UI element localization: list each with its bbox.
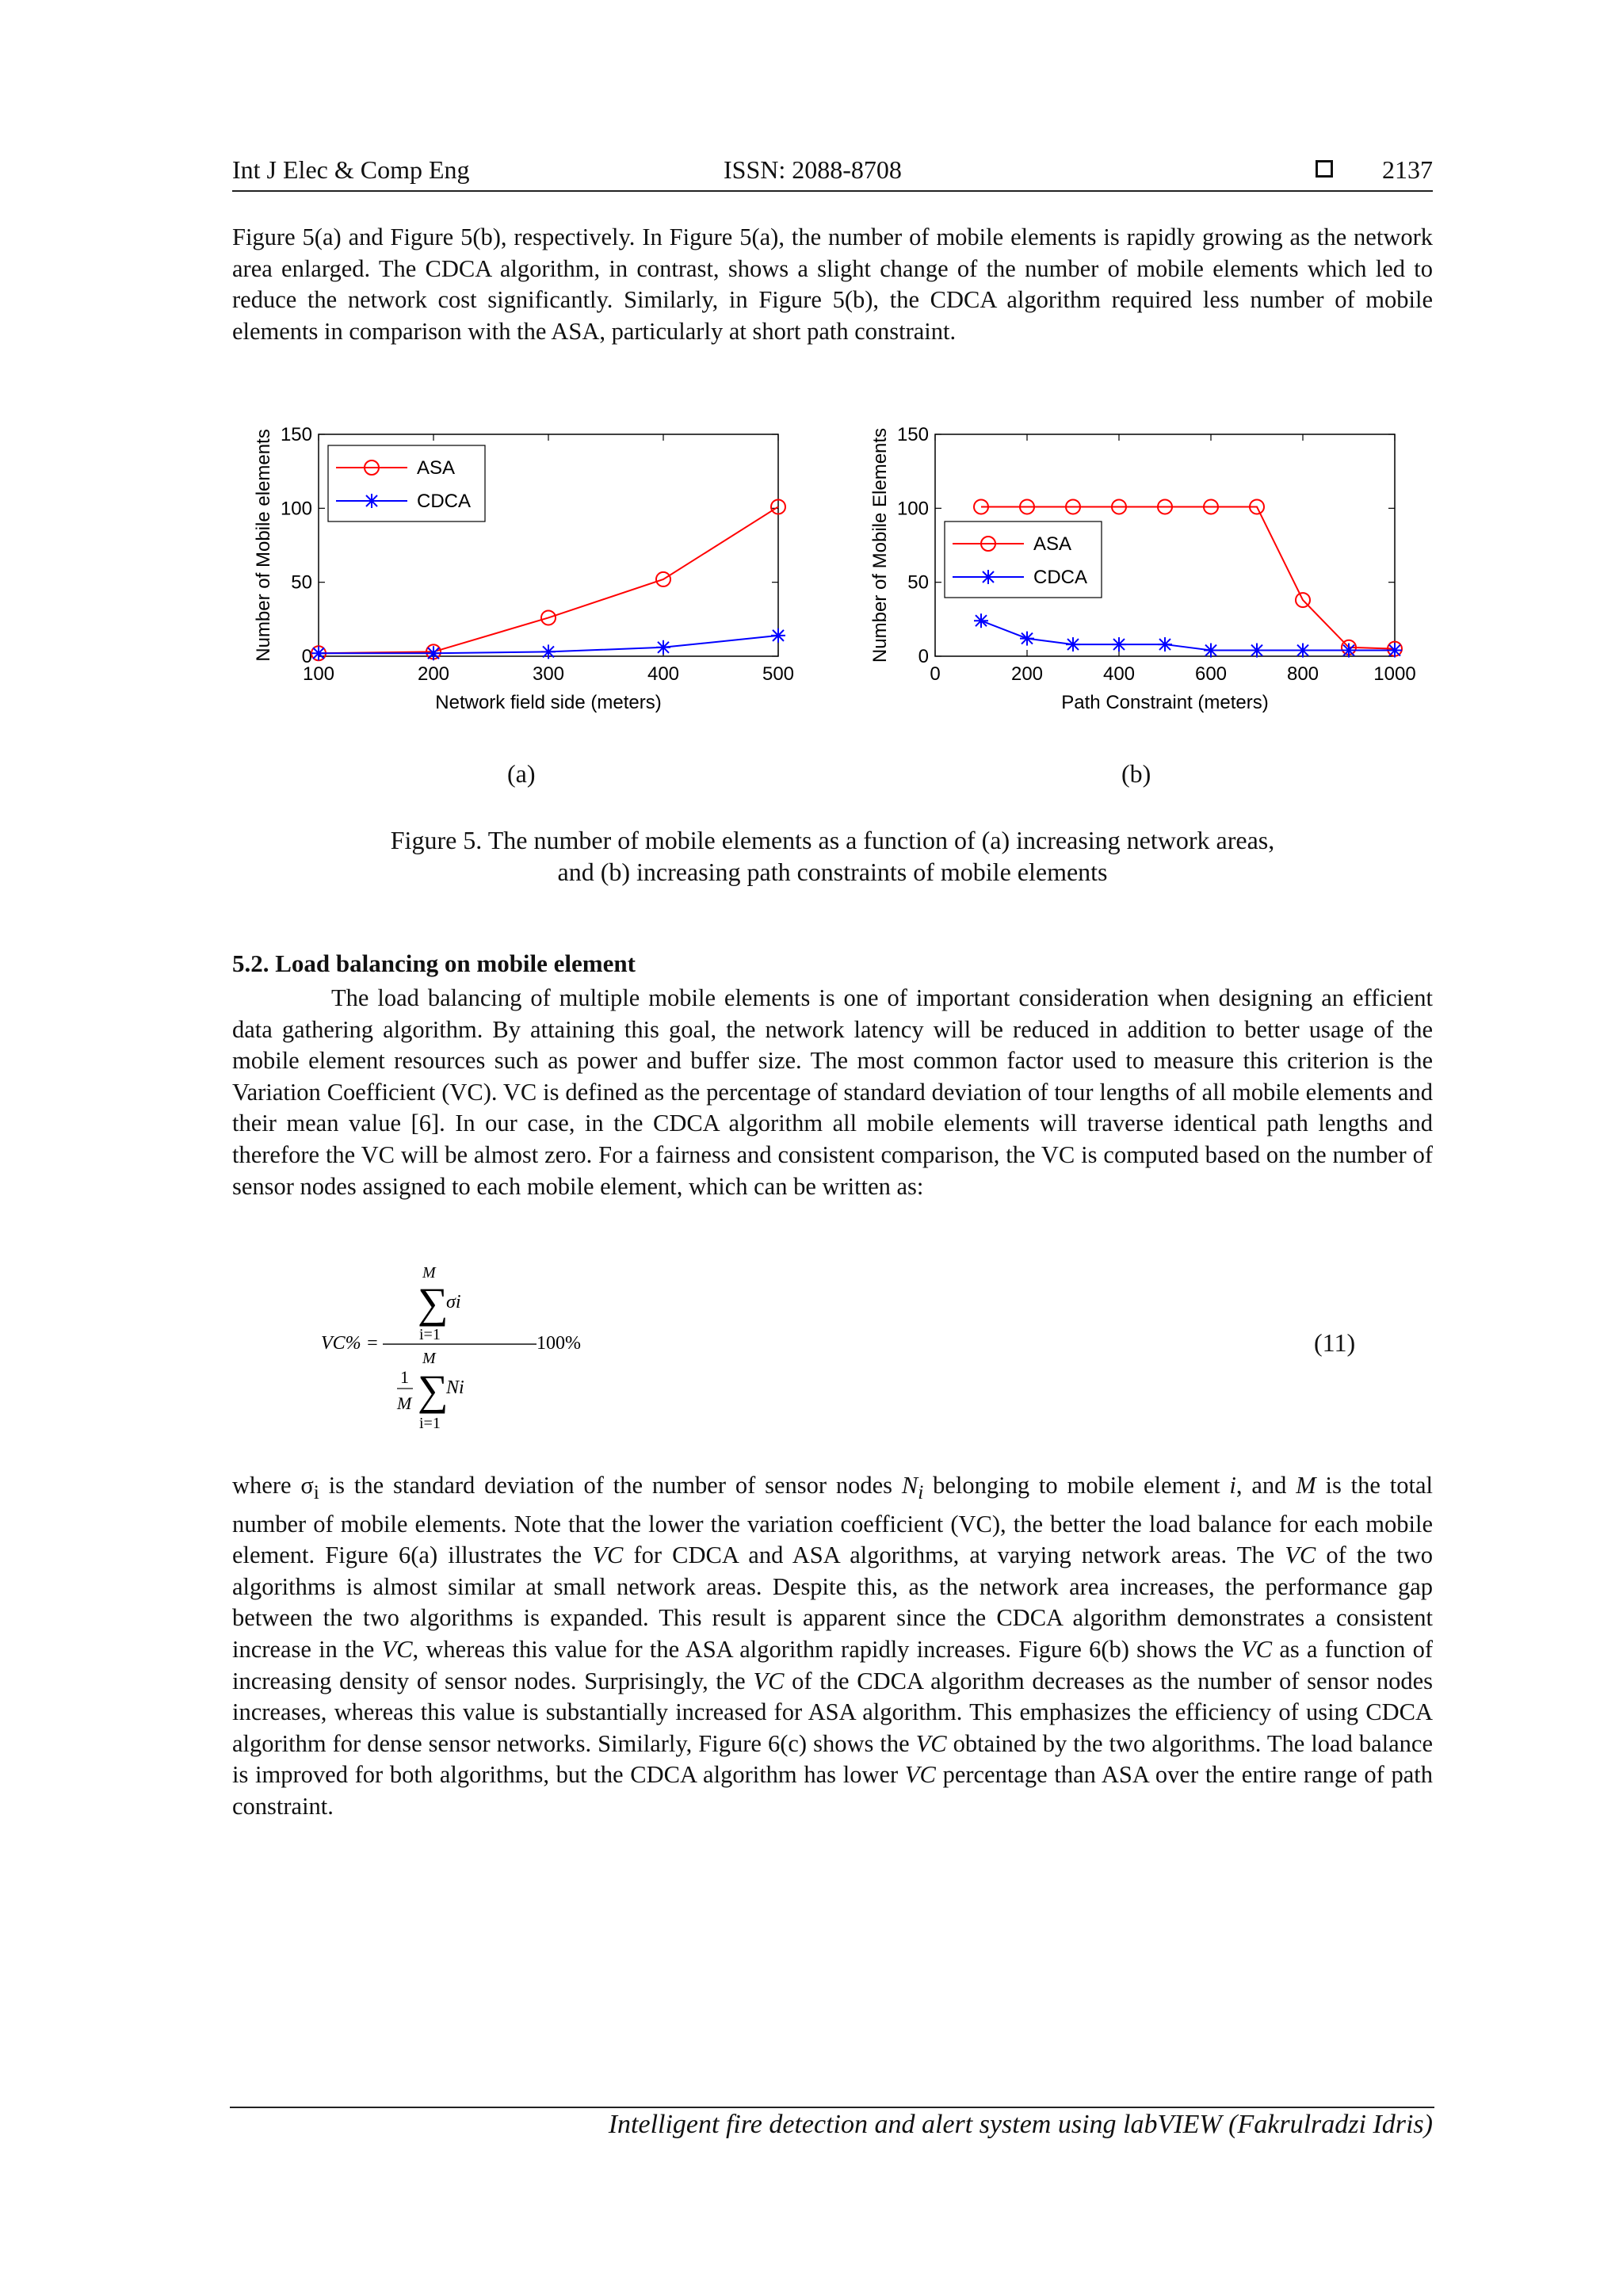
x-tick-label: 0 <box>930 663 941 685</box>
x-tick-label: 100 <box>302 663 335 685</box>
y-tick-label: 150 <box>280 424 312 445</box>
equation-11 <box>321 1260 638 1442</box>
chart-b-svg <box>864 412 1434 729</box>
subfigure-label-a: (a) <box>507 759 536 788</box>
figure-5a-chart <box>247 412 818 729</box>
y-axis-label: Number of Mobile Elements <box>869 427 891 663</box>
caption-line-1: Figure 5. The number of mobile elements as a function of (a) increasing network areas, <box>390 826 1275 854</box>
y-tick-label: 0 <box>301 646 312 667</box>
data-point-cdca <box>771 628 785 643</box>
math-var: M <box>1296 1472 1316 1499</box>
caption-line-2: and (b) increasing path constraints of mobile elements <box>557 858 1108 886</box>
data-point-cdca <box>426 646 441 660</box>
text-run: is the standard deviation of the number of sensor nodes <box>319 1472 902 1499</box>
x-axis-label: Network field side (meters) <box>435 692 662 713</box>
math-var: VC <box>592 1541 624 1569</box>
data-point-cdca <box>311 646 326 660</box>
x-tick-label: 600 <box>1194 663 1228 685</box>
text-run: obtained by the two algorithms. The load balance is improved for both algorithms, but the CDCA algorithm has lower <box>232 1729 1433 1789</box>
y-tick-label: 50 <box>291 571 312 594</box>
data-point-cdca <box>1112 637 1126 651</box>
legend-label-cdca: CDCA <box>1033 567 1088 588</box>
data-point-cdca <box>541 644 556 659</box>
data-point-cdca <box>1250 644 1264 658</box>
text-run: of the CDCA algorithm decreases as the number of sensor nodes increases, whereas this value is substantially increased for ASA algorithm. This emphasizes the efficiency of using CDCA algorithm for dense sensor networks. Similarly, Figure 6(c) shows the <box>232 1667 1433 1757</box>
text-run: belonging to mobile element <box>923 1472 1230 1499</box>
x-tick-label: 400 <box>1102 663 1136 685</box>
data-point-cdca <box>1204 644 1218 658</box>
x-axis-label: Path Constraint (meters) <box>1061 692 1269 713</box>
x-tick-label: 400 <box>647 663 680 685</box>
math-var: VC <box>381 1636 413 1664</box>
y-tick-label: 150 <box>896 424 929 445</box>
y-tick-label: 100 <box>280 498 312 520</box>
y-tick-label: 50 <box>907 571 929 594</box>
math-var: N <box>901 1472 918 1499</box>
intro-paragraph: Figure 5(a) and Figure 5(b), respectively. In Figure 5(a), the number of mobile elements is rapidly growing as the network area enlarged. The CDCA algorithm, in contrast, shows a slight change of the number of mobile elements which led to reduce the network cost significantly. Similarly, in Figure 5(b), the CDCA algorithm required less number of mobile elements in comparison with the ASA, particularly at short path constraint. <box>232 223 1433 345</box>
text-run: , and <box>1235 1472 1296 1499</box>
y-axis-label: Number of Mobile elements <box>253 429 274 662</box>
y-tick-label: 0 <box>918 646 929 667</box>
legend-marker-cdca <box>365 494 379 508</box>
x-tick-label: 200 <box>1010 663 1044 685</box>
y-tick-label: 100 <box>896 498 929 520</box>
footer-divider <box>230 2107 1434 2108</box>
figure-5b-chart <box>864 412 1434 729</box>
chart-a-svg <box>247 412 818 729</box>
legend-marker-cdca <box>981 570 995 584</box>
text-run: where σ <box>232 1472 314 1499</box>
x-tick-label: 500 <box>762 663 795 685</box>
text-run: for CDCA and ASA algorithms, at varying network areas. The <box>623 1541 1285 1569</box>
eq-den-sigma: ∑ <box>418 1366 449 1414</box>
data-point-cdca <box>1066 637 1080 651</box>
legend-label-cdca: CDCA <box>417 491 472 512</box>
math-var: i <box>1229 1472 1236 1499</box>
page-header <box>232 155 1433 187</box>
x-tick-label: 1000 <box>1373 663 1416 685</box>
equation-number: (11) <box>1314 1328 1356 1357</box>
equation-svg <box>321 1260 638 1442</box>
text-run: of the two algorithms is almost similar at small network areas. Despite this, as the network area increases, the performance gap between the two algorithms is expanded. This result is apparent since the CDCA algorithm demonstrates a consistent increase in the <box>232 1541 1433 1664</box>
data-point-cdca <box>1296 644 1310 658</box>
header-divider <box>232 190 1433 192</box>
journal-name: Int J Elec & Comp Eng <box>232 155 470 184</box>
eq-lhs: VC% = <box>321 1333 379 1354</box>
eq-num-sum-bottom: i=1 <box>419 1326 441 1343</box>
section-title: 5.2. Load balancing on mobile element <box>232 949 636 977</box>
eq-num-sigma: ∑ <box>418 1279 449 1327</box>
data-point-cdca <box>974 613 988 628</box>
eq-den-frac-num: 1 <box>400 1367 409 1387</box>
text-run: , whereas this value for the ASA algorithm rapidly increases. Figure 6(b) shows the <box>412 1636 1242 1664</box>
data-point-cdca <box>1388 644 1402 658</box>
legend-label-asa: ASA <box>1033 533 1072 555</box>
section-paragraph: The load balancing of multiple mobile elements is one of important consideration when designing an efficient data gathering algorithm. By attaining this goal, the network latency will be reduced in addition to better usage of the mobile element resources such as power and buffer size. The most common factor used to measure this criterion is the Variation Coefficient (VC). VC is defined as the percentage of standard deviation of tour lengths of all mobile elements and their mean value [6]. In our case, in the CDCA algorithm all mobile elements will traverse identical path lengths and therefore the VC will be almost zero. For a fairness and consistent comparison, the VC is computed based on the number of sensor nodes assigned to each mobile element, which can be written as: <box>232 984 1433 1200</box>
math-var: VC <box>1285 1541 1316 1569</box>
x-tick-label: 300 <box>532 663 565 685</box>
math-var: VC <box>904 1761 936 1789</box>
data-point-cdca <box>656 640 670 655</box>
text-run: as a function of increasing density of sensor nodes. Surprisingly, the <box>232 1636 1434 1694</box>
data-point-cdca <box>1020 632 1034 646</box>
page-number: 2137 <box>1382 155 1433 184</box>
eq-den-sum-top: M <box>422 1350 436 1367</box>
x-tick-label: 800 <box>1286 663 1319 685</box>
subscript: i <box>313 1481 319 1504</box>
data-point-cdca <box>1342 644 1356 658</box>
square-icon <box>1316 160 1333 178</box>
subscript: i <box>918 1481 924 1504</box>
eq-multiplier: 100% <box>537 1333 581 1354</box>
eq-den-sum-bottom: i=1 <box>419 1415 441 1432</box>
eq-num-sum-top: M <box>422 1264 436 1282</box>
subfigure-label-b: (b) <box>1121 759 1151 788</box>
figure-caption <box>232 824 1433 888</box>
text-run: percentage than ASA over the entire range of path constraint. <box>232 1761 1433 1820</box>
issn: ISSN: 2088-8708 <box>724 155 902 184</box>
text-run: is the total number of mobile elements. Note that the lower the variation coefficient (VC), the better the load balance for each mobile element. Figure 6(a) illustrates the <box>232 1472 1433 1569</box>
eq-den-term: Ni <box>446 1377 464 1398</box>
eq-num-term: σi <box>446 1292 461 1312</box>
math-var: VC <box>1241 1636 1273 1664</box>
eq-den-frac-den: M <box>397 1393 412 1413</box>
math-var: VC <box>915 1729 947 1757</box>
x-tick-label: 200 <box>417 663 450 685</box>
page-footer: Intelligent fire detection and alert system using labVIEW (Fakrulradzi Idris) <box>608 2110 1433 2139</box>
data-point-cdca <box>1158 637 1172 651</box>
legend-label-asa: ASA <box>417 457 456 479</box>
math-var: VC <box>753 1667 785 1694</box>
analysis-paragraph <box>232 1470 1433 1823</box>
